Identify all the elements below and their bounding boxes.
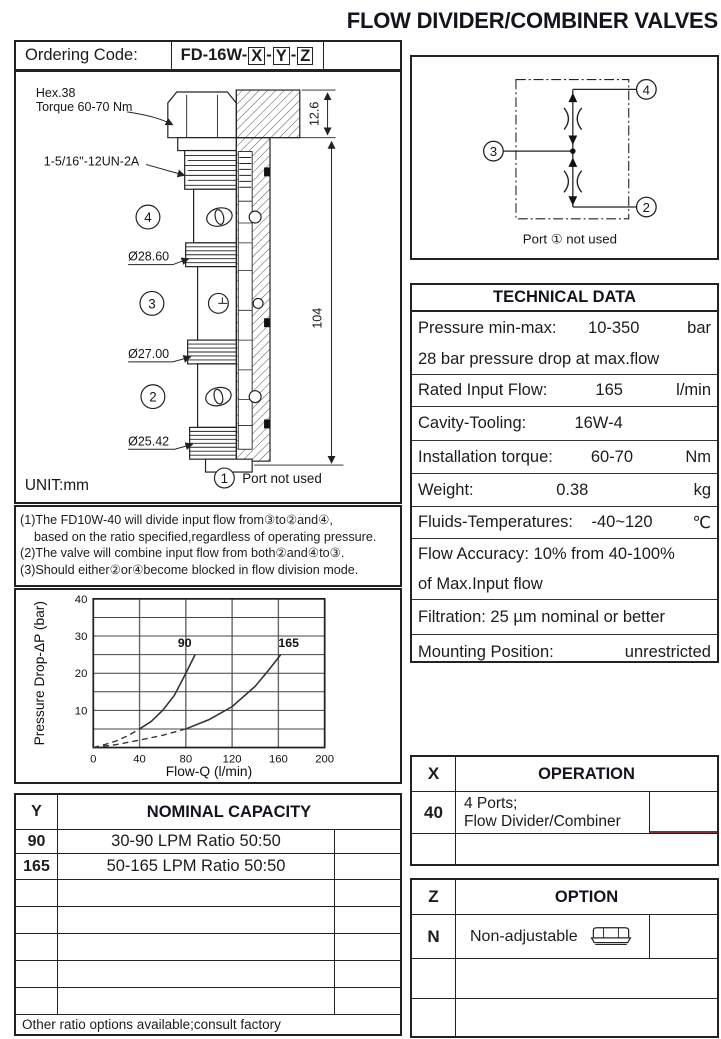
diameter-3-label: Ø25.42 [128,434,170,449]
dim-104: 104 [310,307,325,329]
svg-text:90: 90 [177,636,192,651]
note-line: (1)The FD10W-40 will divide input flow from③to②and④, [20,513,333,527]
schematic-port-3: 3 [489,144,498,160]
nominal-capacity-table [14,793,402,1036]
diameter-2-label: Ø27.00 [128,346,170,361]
ordering-code-y: Y [273,47,290,65]
port-3-number: 3 [148,296,156,312]
empty-row [412,833,717,864]
pressure-drop-chart [16,590,400,782]
row-unit: Nm [685,447,711,466]
table-row [412,406,717,440]
row-label: Fluids-Temperatures: [418,513,573,531]
capacity-footer-note: Other ratio options available;consult factory [22,1017,281,1032]
table-row [412,634,717,669]
svg-text:30: 30 [74,630,88,643]
row-label: Filtration: 25 µm nominal or better [418,607,666,626]
row-label: Installation torque: [418,447,553,466]
port-4-number: 4 [144,210,152,226]
ordering-code-sep: - [266,46,272,64]
svg-text:Pressure Drop-ΔP (bar): Pressure Drop-ΔP (bar) [32,601,48,746]
valve-cross-section-drawing [16,72,400,502]
option-table [410,878,719,1038]
empty-row [16,906,400,933]
row-value: 165 [595,381,623,399]
empty-cell [649,915,717,958]
torque-label: Torque 60-70 Nm [35,99,133,114]
row-label: Flow Accuracy: 10% from 40-100% [418,544,675,563]
empty-row [412,998,717,1036]
table-header-row [412,880,717,914]
svg-text:165: 165 [278,636,299,651]
table-row [412,312,717,344]
row-value: -40~120 [591,513,653,531]
dim-12-6: 12.6 [307,101,322,127]
technical-data-header: TECHNICAL DATA [412,285,717,312]
schematic-port-4: 4 [642,82,651,98]
svg-text:20: 20 [74,668,88,681]
operation-header: OPERATION [538,764,635,783]
row-value: 10-350 [588,318,640,337]
capacity-code: 165 [16,854,58,879]
hydraulic-schematic [412,57,717,258]
ordering-code-prefix: FD-16W- [180,46,248,64]
schematic-note: Port ① not used [522,231,617,247]
page-title: FLOW DIVIDER/COMBINER VALVES [346,8,718,33]
option-description: Non-adjustable [470,927,578,945]
row-label: Rated Input Flow: [418,381,548,399]
table-row [412,791,717,833]
notes-box [14,505,402,587]
row-label: Mounting Position: [418,642,554,661]
option-header: OPTION [554,887,619,906]
port-1-note: Port not used [242,470,322,486]
row-value: 0.38 [556,480,589,499]
ordering-code-box [14,40,402,71]
svg-text:40: 40 [133,753,146,766]
port-2-number: 2 [149,389,157,405]
technical-data-table [410,283,719,663]
operation-line-2: Flow Divider/Combiner [464,812,621,830]
svg-text:160: 160 [268,753,288,766]
ordering-code-value [172,42,324,69]
option-code: N [412,915,456,958]
table-header-row [412,757,717,791]
note-line: (3)Should either②or④become blocked in flow division mode. [20,562,359,577]
note-line: based on the ratio specified,regardless of operating pressure. [34,529,377,544]
table-row [412,538,717,569]
column-header-z: Z [412,880,456,914]
unit-label: UNIT:mm [24,476,89,494]
ordering-code-empty-cell [324,42,400,69]
operation-line-1: 4 Ports; [464,794,518,812]
empty-cell [334,854,400,879]
operation-description [456,795,621,831]
svg-text:0: 0 [90,753,97,766]
table-row [16,829,400,853]
svg-text:Flow-Q (l/min): Flow-Q (l/min) [165,764,253,780]
row-value: 16W-4 [574,414,623,432]
valve-body-graphics [127,90,343,488]
table-row [412,440,717,473]
capacity-code: 90 [16,830,58,853]
empty-row [16,879,400,906]
valve-drawing-box [14,70,402,504]
ordering-code-sep: - [290,46,297,64]
capacity-value: 30-90 LPM Ratio 50:50 [111,832,281,850]
note-line: (2)The valve will combine input flow from both②and④to③. [20,546,345,560]
empty-row [16,960,400,987]
empty-row [412,958,717,998]
row-unit: l/min [676,381,711,399]
empty-cell [649,792,717,833]
column-header-x: X [412,757,456,791]
row-unit: bar [687,318,711,337]
operation-code: 40 [412,792,456,833]
table-footer-row [16,1014,400,1034]
table-row [412,473,717,506]
schematic-graphics [484,80,657,219]
table-header-row [16,795,400,829]
hydraulic-schematic-box [410,55,719,260]
table-row [412,599,717,634]
svg-text:10: 10 [74,705,88,718]
empty-cell [334,830,400,853]
svg-text:120: 120 [222,753,242,766]
row-label: Cavity-Tooling: [418,414,527,432]
pressure-drop-chart-box [14,588,402,784]
thread-spec-label: 1-5/16"-12UN-2A [43,154,140,169]
svg-text:40: 40 [74,593,88,606]
schematic-port-2: 2 [642,199,651,215]
column-header-y: Y [16,795,58,829]
row-continuation: of Max.Input flow [418,574,543,593]
svg-text:80: 80 [179,753,193,766]
row-label: Pressure min-max: [418,318,557,337]
svg-text:200: 200 [315,753,335,766]
table-row [16,853,400,879]
empty-row [16,933,400,960]
ordering-code-x: X [248,47,265,65]
ordering-code-z: Z [297,47,313,65]
capacity-header: NOMINAL CAPACITY [146,802,312,821]
row-label: Weight: [418,480,474,499]
row-value: 60-70 [590,447,634,466]
row-unit: ℃ [692,513,711,532]
operation-table [410,755,719,866]
table-row [412,914,717,958]
port-1-number: 1 [220,470,229,486]
row-continuation: 28 bar pressure drop at max.flow [418,349,660,368]
diameter-1-label: Ø28.60 [128,249,170,264]
ordering-code-label: Ordering Code: [16,42,172,69]
table-row [412,506,717,538]
row-unit: unrestricted [624,642,711,661]
hex-plug-icon [588,924,634,950]
capacity-value: 50-165 LPM Ratio 50:50 [106,857,286,875]
empty-row [16,987,400,1014]
table-row [412,374,717,406]
row-unit: kg [693,480,711,499]
hex-size-label: Hex.38 [35,85,76,100]
